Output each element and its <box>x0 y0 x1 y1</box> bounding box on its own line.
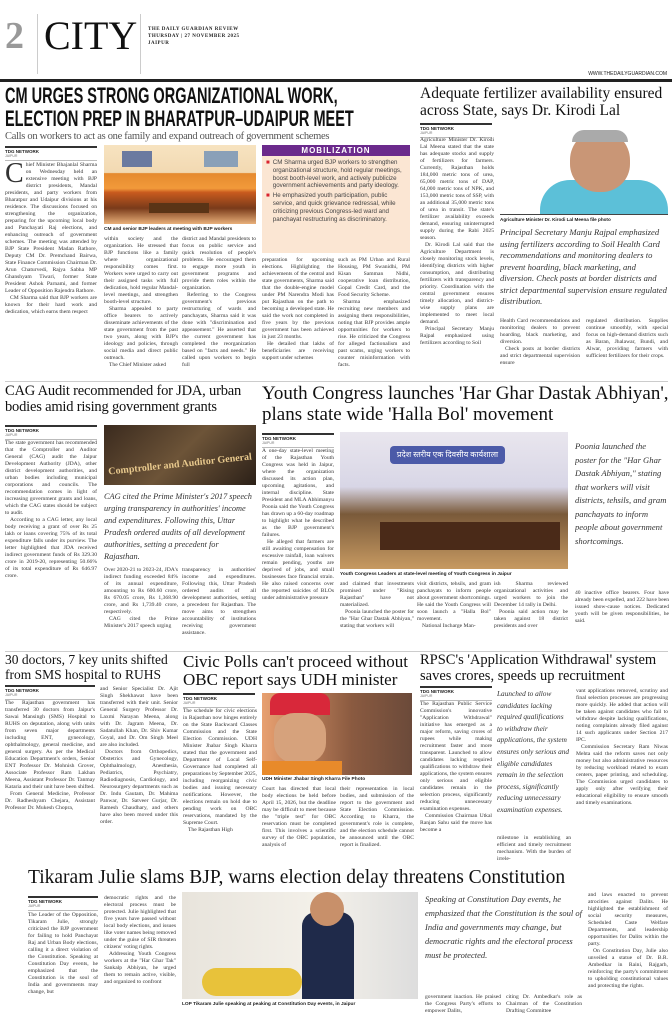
paragraph: The Chief Minister asked <box>109 362 167 368</box>
paragraph: visit districts, tehsils, and gram panchayats to inform people about government shortcomings. He said the Youth Congress will soon launch a "Halla Bol" movement. <box>417 581 491 622</box>
pull-quote: Launched to allow candidates lacking required qualifications to withdraw their applications, the system ensures only serious and eligible candidates remain in the selection process, significantly reducing unnecessary examination expenses. <box>497 689 570 814</box>
paragraph: Referring to the Congress government's previous restructuring of wards and panchayats, Sharma said it was done with "discrimination and appeasement." He asserted that the current government has completed the reorganization based on "facts and needs." He called upon workers to begin full <box>182 292 256 368</box>
photo-caption: Youth Congress Leaders at state-level meeting of Youth Congress in Jaipur <box>340 572 512 577</box>
paragraph: Doctors from Orthopedics, Obstetrics and Gynecology, Ophthalmology, Anesthesia, Pediatrics, Psychiatry, Radiodiagnosis, Cardiology, and Neurosurgery departments such as Dr. Indu Gautam, Dr. Mahima Panwar, Dr. Satveer Gurjar, Dr. Ramesh Chaudhary, and others have also been moved under this order. <box>100 749 178 825</box>
paragraph: According to a CAG letter, any local body receiving a grant of over Rs 25 lakh or loans covering 75% of its total expenditure falls under its purview. The letter highlighted that JDA received indirect government funds of Rs 329.30 crore in 2019-20, representing 50.66% of its total expenditure of Rs 646.97 crore. <box>5 517 97 579</box>
headline-line: CM URGES STRONG ORGANIZATIONAL WORK, <box>5 83 338 108</box>
rpsc-col-2 <box>497 835 571 866</box>
paragraph: The state government has recommended that the Comptroller and Auditor General (CAG) audit the Jaipur Development Authority (JDA), other district development authorities, and urban bodies including municipal corporations and councils. The recommendation comes in light of increasing government grants and loans, which the CAG states should be subject to audit. <box>5 440 97 516</box>
bullet-icon: ■ <box>266 192 270 200</box>
paragraph: 40 inactive office bearers. Four have already been expelled, and 222 have been issued show-cause notices. Dedicated youth will be given responsibilities, he said. <box>575 590 669 624</box>
byline-place: JAIPUR <box>183 701 196 705</box>
box-point <box>266 159 406 190</box>
cag-headline: CAG Audit recommended for JDA, urban bodies amid rising government grants <box>5 383 242 415</box>
paragraph: Addressing Youth Congress workers at the "Har Ghar Tak" Sankalp Abhiyan, he urged them to remain active, visible, and organized to confront <box>104 951 176 985</box>
tikaram-headline: Tikaram Julie slams BJP, warns election delay threatens Constitution <box>28 867 566 888</box>
byline-org: TDG NETWORK <box>5 428 39 433</box>
paragraph: Poonia launched the poster for the "Har Ghar Dastak Abhiyan," stating that workers will <box>340 609 414 629</box>
byline <box>262 433 334 448</box>
youth-col-2 <box>340 581 414 647</box>
section-title: CITY <box>44 13 138 58</box>
rpsc-headline: RPSC's 'Application Withdrawal' system saves crores, speeds up recruitment <box>420 652 657 684</box>
paragraph: He alleged that farmers are still awaiting compensation for excessive rainfall, loan waivers remain pending, youths are deprived of jobs, and small businesses face financial strain. He also raised concerns over the reported suicides of BLOs under administrative pressure <box>262 539 334 601</box>
lead-subhead: Calls on workers to act as one family and expand outreach of government schemes <box>5 131 330 142</box>
paragraph: On Constitution Day, Julie also unveiled a statue of Dr. B.R. Ambedkar in Raini, Rajgarh, reinforcing the party's commitment to upholding constitutional values and protecting the rights. <box>588 948 668 989</box>
drop-cap: C <box>5 162 24 189</box>
byline <box>183 693 255 708</box>
byline-place: JAIPUR <box>5 433 18 437</box>
paragraph: regulated distribution. Supplies continue smoothly, with special focus on high-demand districts such as Baran, Jhalawar, Bundi, and Alwar, providing farmers with sufficient fertilizers for their crops. <box>586 318 668 359</box>
paragraph: Dr. Kirodi Lal said that the Agriculture Department is closely monitoring stock levels, identifying districts with higher consumption, and distributing fertilizers with transparency and priority. Coordination with the central government ensures timely allocation, and district-wise supply plans are implemented to meet local demand. <box>420 242 494 325</box>
byline <box>5 425 97 440</box>
paragraph: From General Medicine, Professor Dr. Radheshyam Chejara, Assistant Professor Dr. Mukesh Chopra, <box>5 791 95 811</box>
youth-col-5 <box>575 590 669 647</box>
paragraph: citing Dr. Ambedkar's role as Chairman of the Constitution Drafting Committee <box>506 994 582 1014</box>
paragraph: ish Sharma reviewed organizational activities and urged workers to join the December 14 rally in Delhi. <box>494 581 568 608</box>
paragraph: and Senior Specialist Dr. Ajit Singh Shekhawat have been transferred with their unit. Senior General Surgery Professor Dr. Laxmi Narayan Meena, along with Dr. Jagram Meena, Dr. Sadatullah Khan, Dr. Shiv Kumar Goyal, and Dr. Om Singh Meel are also included. <box>100 686 178 748</box>
section-rule <box>5 381 668 382</box>
fertilizer-headline: Adequate fertilizer availability ensured across State, says Dr. Kirodi Lal <box>420 85 663 119</box>
paper-name: THE DAILY GUARDIAN REVIEW <box>148 27 239 32</box>
youth-col-1 <box>262 448 334 647</box>
paragraph: Principal Secretary Manju Rajpal emphasized using fertilizers according to Soil <box>420 326 494 346</box>
paragraph: Sharma appealed to party office bearers to actively disseminate achievements of the state government from the past two years, along with BJP's ideology and policies, through social media and direct public outreach. <box>104 306 178 361</box>
paragraph: transparency in authorities' income and expenditures. Following this, Uttar Pradesh ordered audits of all development authorities, setting a precedent for Rajasthan. The move aims to strengthen accountability of institutions receiving government assistance. <box>182 567 256 636</box>
event-banner: प्रदेश स्तरीय एक दिवसीय कार्यशाला <box>390 446 505 464</box>
youth-headline: Youth Congress launches 'Har Ghar Dastak Abhiyan', plans state wide 'Halla Bol' movement <box>262 383 669 425</box>
paragraph: Check posts at border districts and strict departmental supervision ensure <box>500 346 580 366</box>
lead-col-1 <box>5 162 97 378</box>
byline <box>28 896 98 911</box>
byline-place: JAIPUR <box>262 441 275 445</box>
fertilizer-col-1 <box>420 137 494 379</box>
byline-place: JAIPUR <box>28 904 41 908</box>
paragraph: Commission Secretary Ram Niwas Mehta said the reform saves not only money but also administrative resources by reducing workload related to exam centers, paper printing, and scheduling. The Commission urged candidates to apply only after verifying their educational eligibility to ensure smooth and timely examinations. <box>576 744 668 806</box>
byline-place: JAIPUR <box>420 694 433 698</box>
pull-quote: Poonia launched the poster for the "Har Ghar Dastak Abhiyan," stating that workers will visit districts, tehsils, and gram panchayats to inform people about government shortcomings. <box>575 441 667 546</box>
tikaram-col-2 <box>104 895 176 1016</box>
paragraph: CM Sharma said that BJP workers are known for their hard work and dedication, which earns them respect <box>5 295 97 315</box>
pull-quote: Principal Secretary Manju Rajpal emphasized using fertilizers according to Soil Health Card recommendations and monitoring dealers to prevent hoarding, black marketing, and diversion. Check posts at border districts and strict departmental supervision ensure regulated distribution. <box>500 227 667 306</box>
lead-col-3 <box>182 236 256 378</box>
tikaram-col-4 <box>506 994 582 1016</box>
paragraph: Court has directed that local body elections be held before April 15, 2026, but the deadline may be difficult to meet because the "triple test" for OBC reservation must be completed first. This involves a scientific survey of the OBC population, analysis of <box>262 786 336 848</box>
paragraph: preparation for upcoming elections. Highlighting the achievements of the central and state governments, Sharma said that the double-engine model under PM Narendra Modi has put Rajasthan on the path to becoming a developed state. He said the work not completed in five years by the previous government has been achieved in just 23 months. <box>262 257 334 340</box>
youth-col-3 <box>417 581 491 647</box>
paragraph: Poonia said action may be taken against 18 district presidents and over <box>494 609 568 629</box>
paragraph: Commission Chairman Utkal Ranjan Sahu said the move has become a <box>420 813 492 833</box>
byline-place: JAIPUR <box>5 693 18 697</box>
tikaram-col-3 <box>425 994 501 1016</box>
byline <box>5 685 95 700</box>
paragraph: Health Card recommendations and monitoring dealers to prevent hoarding, black marketing, and diversion. <box>500 318 580 345</box>
minister-photo <box>262 693 412 775</box>
minister-photo <box>500 130 668 214</box>
byline-org: TDG NETWORK <box>5 149 39 154</box>
paragraph: The Leader of the Opposition, Tikaram Julie, strongly criticized the BJP government for failing to hold Panchayat Raj and Urban Body elections, calling it a direct violation of the Constitution. Speaking at Constitution Day events, he emphasized that the Constitution is the soul of India and governments may change, but <box>28 912 98 995</box>
page-number: 2 <box>5 15 24 57</box>
paragraph: within society and the organization. He stressed that BJP functions like a family where organizational responsibility comes first. Workers were urged to carry out their assigned tasks with full dedication, hold regular Mandal-level meetings, and strengthen booth-level structure. <box>104 236 178 305</box>
cag-col-3 <box>182 567 256 647</box>
tikaram-col-5 <box>588 892 668 1016</box>
lead-col-5 <box>338 257 410 378</box>
doctors-col-2 <box>100 686 178 866</box>
byline <box>420 123 492 138</box>
paragraph: The Rajasthan High <box>188 827 233 833</box>
bullet-icon: ■ <box>266 159 270 166</box>
doctors-headline: 30 doctors, 7 key units shifted from SMS hospital to RUHS <box>5 652 168 682</box>
lead-headline <box>5 84 354 130</box>
box-point-text: CM Sharma urged BJP workers to strengthen organizational structure, hold regular meetings, boost booth-level work, and actively publicize government achievements and party ideology. <box>272 159 402 190</box>
paragraph: and claimed that investments promised under "Rising Rajasthan" have not materialized. <box>340 581 414 608</box>
paragraph: democratic rights and the electoral process must be protected. Julie highlighted that five years have passed without local body elections, and issues like voter names being removed under the guise of SIR threaten citizens' voting rights. <box>104 895 176 950</box>
rpsc-col-3 <box>576 688 668 866</box>
byline-org: TDG NETWORK <box>5 688 39 693</box>
tikaram-col-1 <box>28 912 98 1016</box>
masthead-rule <box>0 79 672 82</box>
lead-photo <box>104 145 256 224</box>
cag-col-2 <box>104 567 178 647</box>
doctors-col-1 <box>5 700 95 866</box>
paragraph: vant applications removed, scrutiny and final selection processes are progressing more quickly. He added that action will be taken against candidates who fail to withdraw despite lacking qualifications, noting complaints already filed against 14 such applicants under Section 217 IPC. <box>576 688 668 743</box>
paragraph: district and Mandal presidents to focus on public service and quick resolution of people's problems. He encouraged them to engage more youth in government programs and provide them roles within the organization. <box>182 236 256 291</box>
photo-caption: UDH Minister Jhabar Singh Kharra File Photo <box>262 777 366 782</box>
byline-org: TDG NETWORK <box>28 899 62 904</box>
paragraph: Over 2020-21 to 2023-24, JDA's indirect funding exceeded 84% of its annual expenditure, amounting to Rs 600.60 crore, Rs 670.05 crore, Rs 1,368.90 crore, and Rs 1,739.40 crore, respectively. <box>104 567 178 615</box>
paragraph: such as PM Urban and Rural Housing, PM Swanidhi, PM Kisan Samman Nidhi, cooperative loan distribution, Gopal Credit Card, and the Food Security Scheme. <box>338 257 410 298</box>
byline-org: TDG NETWORK <box>420 126 454 131</box>
byline <box>5 146 97 161</box>
byline-org: TDG NETWORK <box>420 689 454 694</box>
paragraph: CAG cited the Prime Minister's 2017 speech urging <box>104 616 178 629</box>
fertilizer-col-2 <box>500 318 580 378</box>
civic-col-2 <box>262 786 336 866</box>
photo-caption: LOP Tikaram Julie speaking at peaking at Constitution Day events, in Jaipur <box>182 1002 356 1007</box>
headline-line: ELECTION PREP IN BHARATPUR–UDAIPUR MEET <box>5 106 354 131</box>
paragraph: The Rajasthan government has transferred 30 doctors from Jaipur's Sawai Mansingh (SMS) Hospital to RUHS on deputation, along with units from seven major departments including ENT, gynecology, ophthalmology, general medicine, and general surgery. As per the Medical Education Department's orders, Senior ENT Professor Dr. Mohnish Grover, Associate Professor Ram Lakhan Meena, Assistant Professor Dr. Tanmay Kataria and their unit have been shifted. <box>5 700 95 790</box>
paragraph: and laws enacted to prevent atrocities against Dalits. He highlighted the establishment of social security measures, Scheduled Caste Welfare Departments, and leadership opportunities for Dalits within the party. <box>588 892 668 947</box>
box-title: MOBILIZATION <box>262 145 410 156</box>
divider <box>140 14 141 74</box>
civic-col-3 <box>340 786 414 866</box>
paragraph: their representation in local bodies, and submission of the report to the government and State Election Commission. According to Kharra, the government's role is complete, and the election schedule cannot be announced until the OBC report is finalized. <box>340 786 414 848</box>
paragraph: A one-day state-level meeting of the Rajasthan Youth Congress was held in Jaipur, where the organization discussed its action plan, upcoming agitations, and internal discipline. State President and MLA Abhimanyu Poonia said the Youth Congress has drawn up a 60-day roadmap to highlight what he described as the BJP government's failures. <box>262 448 334 538</box>
paragraph: He detailed that lakhs of beneficiaries are receiving support under schemes <box>262 341 334 361</box>
divider <box>37 14 38 74</box>
rpsc-col-1 <box>420 701 492 866</box>
byline-org: TDG NETWORK <box>183 696 217 701</box>
paragraph: milestone in establishing an efficient and timely recruitment mechanism. With the burden of irrele- <box>497 835 571 862</box>
paragraph: Agriculture Minister Dr. Kirodi Lal Meena stated that the state has adequate stocks and supply of fertilizers for farmers. Currently, Rajasthan holds 184,000 metric tons of urea, 65,000 metric tons of DAP, 64,000 metric tons of NPK, and 153,000 metric tons of SSP, with an additional 35,000 metric tons of urea in transit. The state's fertilizer availability exceeds demand, ensuring uninterrupted supply during the Rabi 2025 season. <box>420 137 494 241</box>
youth-photo <box>340 432 568 569</box>
paragraph: Sharma emphasized recruiting new members and assigning them responsibilities, noting that BJP provides ample opportunities for workers to rise. He criticized the Congress for alleged factionalism and past scams, urging workers to counter misinformation with facts. <box>338 299 410 368</box>
paper-info <box>148 26 239 47</box>
cag-photo <box>104 425 256 485</box>
photo-caption: CM and senior BJP leaders at meeting with BJP workers <box>104 227 233 232</box>
paragraph: National Incharge Man- <box>422 623 476 629</box>
byline <box>420 686 492 701</box>
pull-quote: CAG cited the Prime Minister's 2017 speech urging transparency in authorities' income and expenditures. Following this, Uttar Pradesh ordered audits of all development authorities, setting a precedent for Rajasthan. <box>104 492 252 561</box>
paragraph: government inaction. He praised the Congress Party's efforts to empower Dalits, <box>425 994 501 1014</box>
issue-date: THURSDAY | 27 NOVEMBER 2025 <box>148 34 240 39</box>
box-point <box>266 192 406 223</box>
julie-photo <box>182 892 418 999</box>
paragraph: The schedule for civic elections in Rajasthan now hinges entirely on the State Backward Classes Commission and the State Election Commission. UDH Minister Jhabar Singh Kharra stated that the government and Department of Local Self-Governance had completed all preparations by September 2025, including reorganizing civic bodies and issuing necessary notifications. However, the elections remain on hold due to pending work on OBC reservations, mandated by the Supreme Court. <box>183 708 257 826</box>
byline-place: JAIPUR <box>5 154 18 158</box>
box-point-text: He emphasized youth participation, public service, and quick grievance redressal, while criticizing previous Congress-led ward and panchayat restructuring as discriminatory. <box>272 192 396 223</box>
lead-col-4 <box>262 257 334 378</box>
civic-col-1 <box>183 708 257 866</box>
byline-place: JAIPUR <box>420 131 433 135</box>
photo-caption: Agriculture Minister Dr. Kirodi Lal Meena file photo <box>500 217 611 222</box>
byline-org: TDG NETWORK <box>262 436 296 441</box>
paragraph: The Rajasthan Public Service Commission's innovative "Application Withdrawal" initiative has emerged as a major reform, saving crores of rupees while making recruitment faster and more transparent. Launched to allow candidates lacking required qualifications to withdraw their applications, the system ensures only serious and eligible candidates remain in the selection process, significantly reducing unnecessary examination expenses. <box>420 701 492 812</box>
fertilizer-col-3 <box>586 318 668 378</box>
cag-col-1 <box>5 440 97 647</box>
paragraph: hief Minister Bhajanlal Sharma on Wednesday held an extensive meeting with BJP district presidents, Mandal presidents, and party workers from Bharatpur and Udaipur divisions at his residence. The discussions focused on strengthening the organization, preparing for the upcoming local body and Panchayati Raj elections, and enhancing outreach of government schemes. The meeting was attended by BJP State President Madan Rathore, Deputy CM Dr. Premchand Bairwa, State Finance Commission Chairman Dr. Arun Chaturvedi, Rajya Sabha MP Ghanshyam Tiwari, former State President Ashok Parnami, and former Leader of Opposition Rajendra Rathore. <box>5 162 97 294</box>
issue-city: JAIPUR <box>148 41 170 46</box>
mobilization-box <box>262 145 410 253</box>
site-url[interactable]: WWW.THEDAILYGUARDIAN.COM <box>588 71 667 77</box>
youth-col-4 <box>494 581 568 647</box>
pull-quote: Speaking at Constitution Day events, he emphasized that the Constitution is the soul of India and governments may change, but democratic rights and the electoral process must be protected. <box>425 894 583 960</box>
lead-col-2 <box>104 236 178 378</box>
civic-headline: Civic Polls can't proceed without OBC report says UDH minister <box>183 652 408 690</box>
photo-sign-text: Comptroller and Auditor General <box>107 451 253 478</box>
